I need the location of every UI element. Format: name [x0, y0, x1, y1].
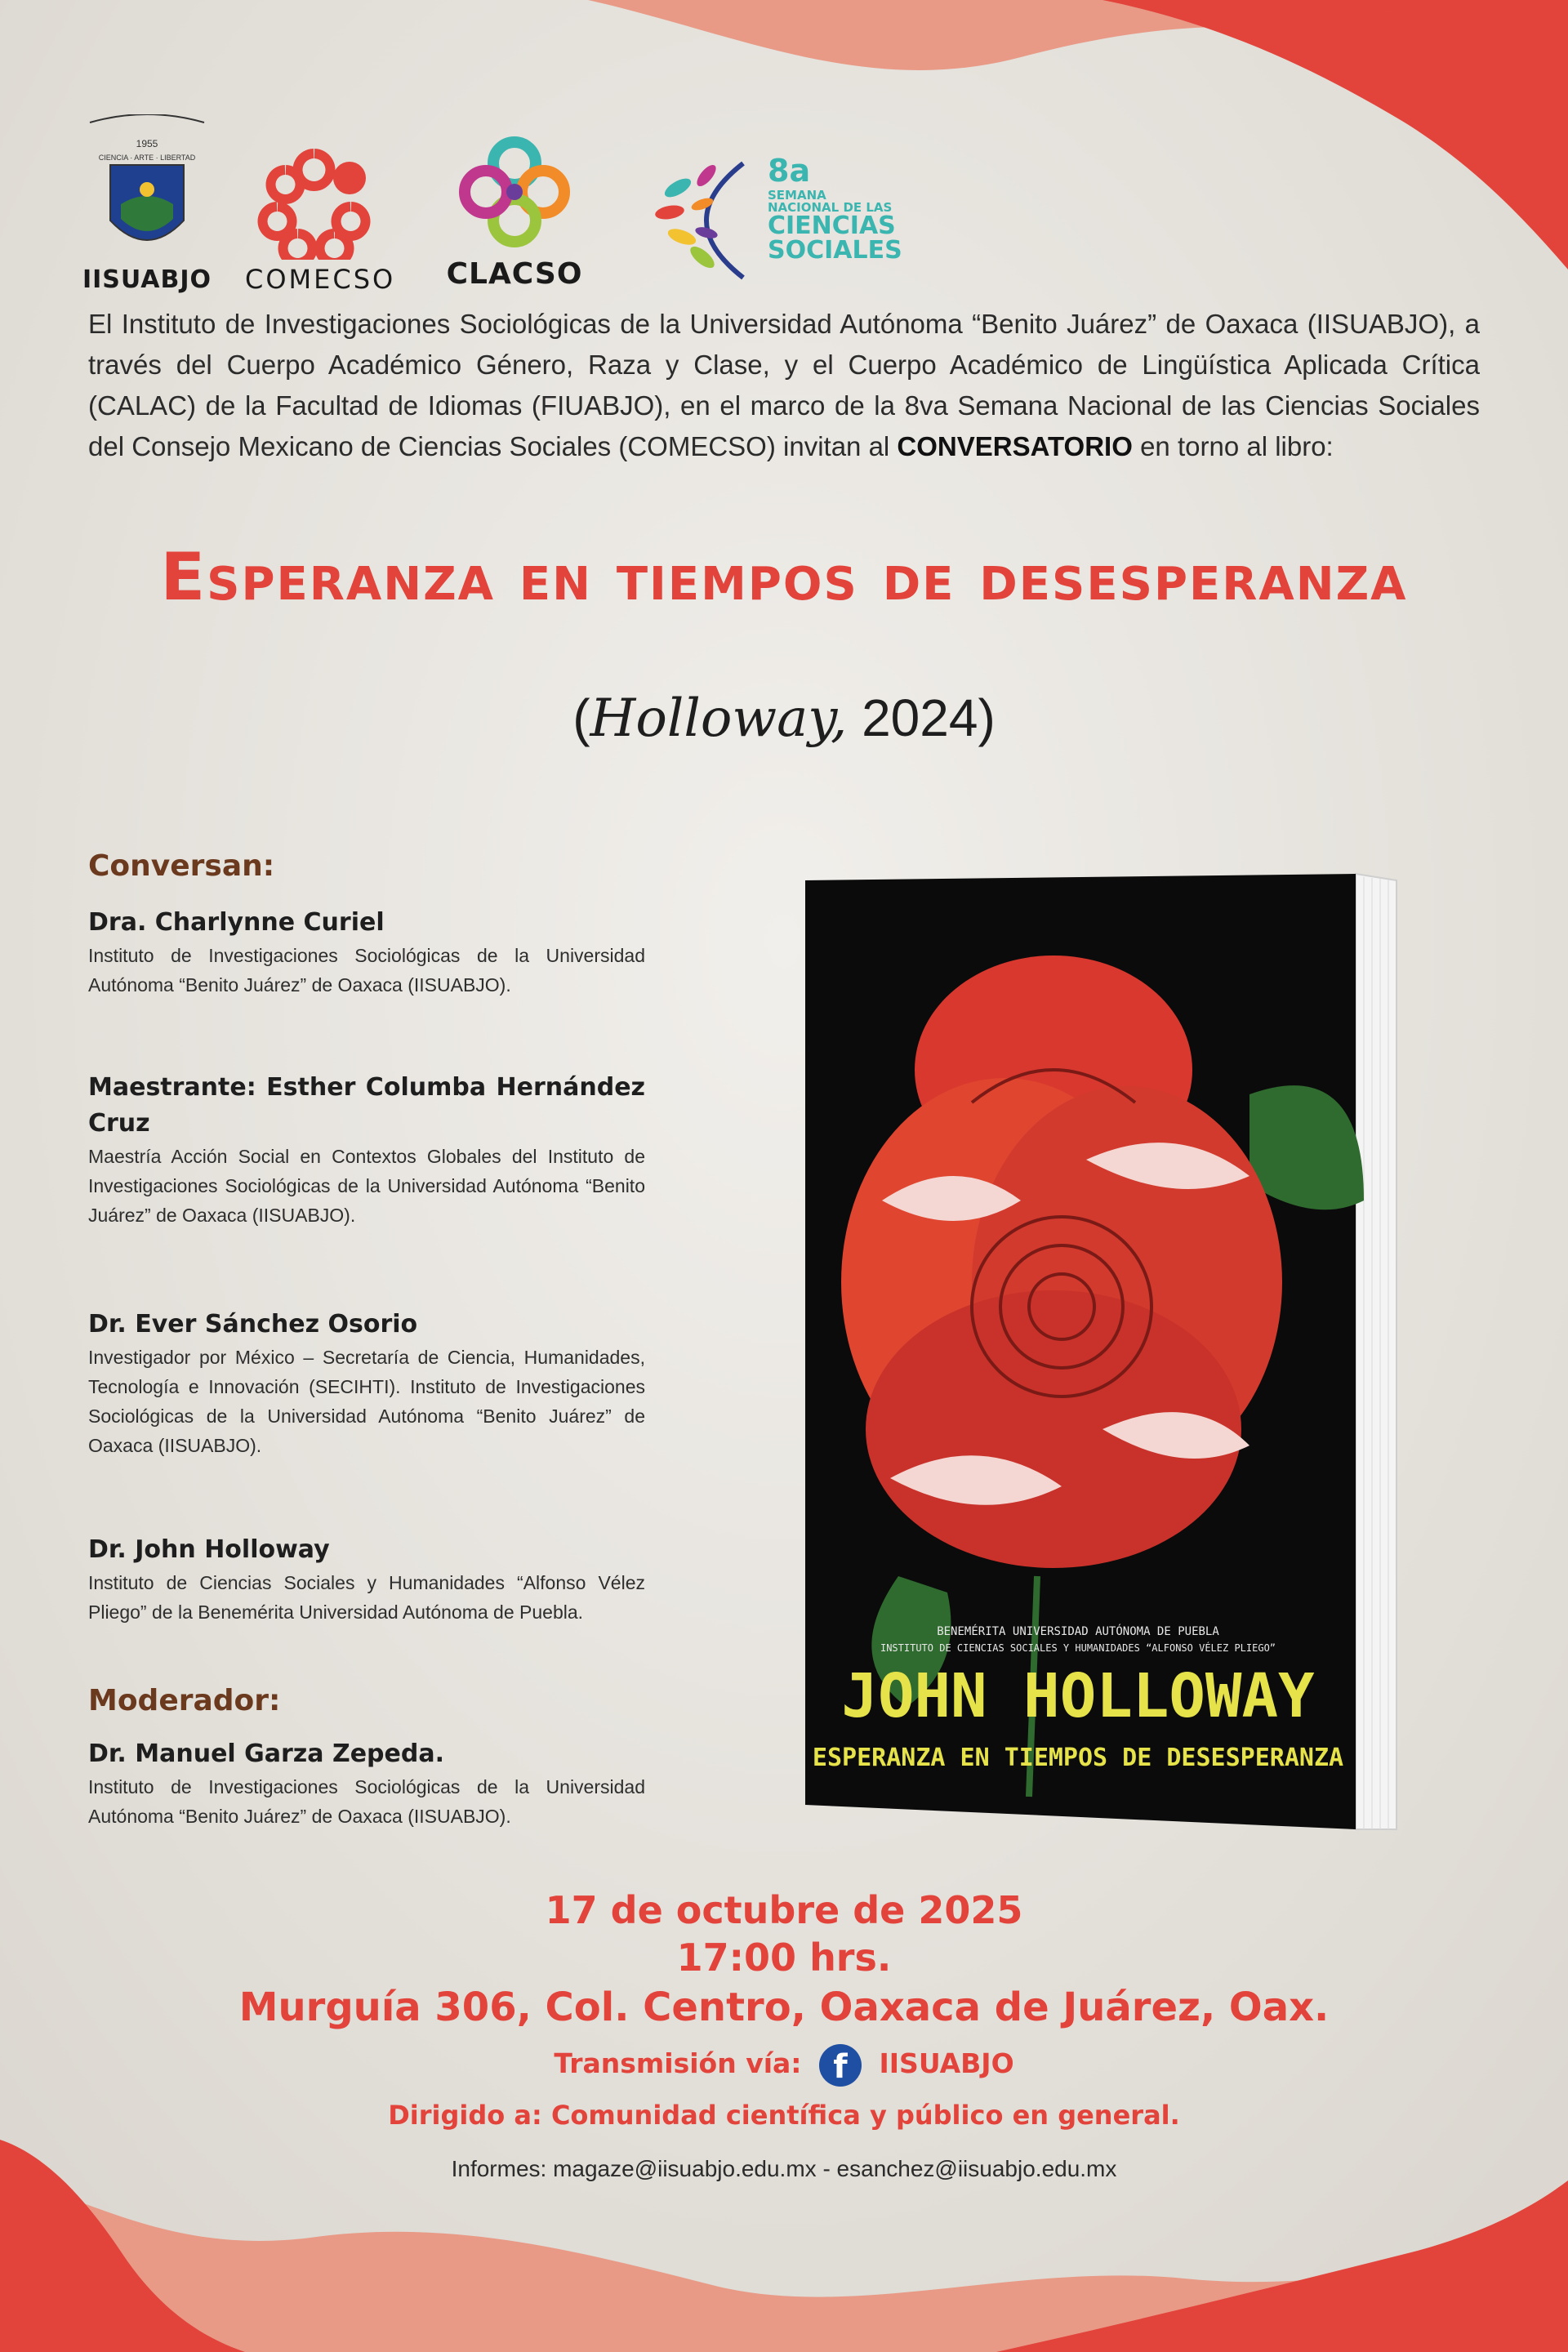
conversan-heading: Conversan: — [88, 849, 275, 883]
comecso-flower-icon — [253, 137, 376, 260]
semana-leaves-icon — [645, 155, 768, 286]
moderator-name: Dr. Manuel Garza Zepeda. — [88, 1740, 444, 1768]
clacso-label: CLACSO — [446, 257, 583, 291]
logo-comecso — [245, 137, 396, 301]
book-subtitle: (Holloway, 2024) — [572, 688, 996, 749]
svg-text:CIENCIA · ARTE · LIBERTAD: CIENCIA · ARTE · LIBERTAD — [98, 154, 196, 162]
book-author: Holloway, — [590, 688, 848, 749]
speaker-name: Maestrante: Esther Columba Hernández Cruz — [88, 1073, 645, 1138]
iisuabjo-label: IISUABJO — [82, 265, 212, 294]
speaker-4 — [88, 1532, 645, 1627]
event-time: 17:00 hrs. — [676, 1936, 892, 1980]
comecso-label: COMECSO — [245, 264, 396, 295]
book-cover-image — [792, 858, 1413, 1838]
speaker-name: Dr. Ever Sánchez Osorio — [88, 1310, 418, 1339]
speaker-desc: Maestría Acción Social en Contextos Globales del Instituto de Investigaciones Sociológicas de la Universidad Autónoma “Benito Juárez” de Oaxaca (IISUABJO). — [88, 1146, 645, 1226]
speaker-name: Dra. Charlynne Curiel — [88, 908, 385, 937]
facebook-icon[interactable]: f — [819, 2044, 862, 2087]
intro-paragraph — [88, 304, 1480, 467]
event-audience: Dirigido a: Comunidad científica y público en general. — [388, 2100, 1180, 2131]
speaker-desc: Investigador por México – Secretaría de Ciencia, Humanidades, Tecnología e Innovación (SECIHTI). Instituto de Investigaciones Sociológicas de la Universidad Autónoma “Benito Juárez” de Oaxaca (IISUABJO). — [88, 1347, 645, 1456]
event-contact: Informes: magaze@iisuabjo.edu.mx - esanchez@iisuabjo.edu.mx — [451, 2156, 1117, 2181]
speaker-2 — [88, 1070, 645, 1230]
moderator-desc: Instituto de Investigaciones Sociológicas de la Universidad Autónoma “Benito Juárez” de Oaxaca (IISUABJO). — [88, 1776, 645, 1827]
speaker-3 — [88, 1307, 645, 1460]
iisuabjo-seal-icon — [74, 114, 220, 261]
stream-label: Transmisión vía: — [554, 2047, 802, 2079]
svg-text:INSTITUTO DE CIENCIAS SOCIALES: INSTITUTO DE CIENCIAS SOCIALES Y HUMANIDADES “ALFONSO VÉLEZ PLIEGO” — [880, 1642, 1276, 1654]
event-date: 17 de octubre de 2025 — [545, 1888, 1023, 1932]
semana-line4: SOCIALES — [768, 236, 902, 265]
stream-account-link[interactable]: IISUABJO — [879, 2047, 1014, 2079]
logo-clacso — [433, 131, 596, 302]
moderator — [88, 1736, 645, 1831]
semana-line2: NACIONAL DE LAS — [768, 200, 893, 215]
svg-text:JOHN HOLLOWAY: JOHN HOLLOWAY — [841, 1661, 1315, 1731]
semana-line3: CIENCIAS — [768, 212, 896, 240]
intro-tail: en torno al libro: — [1132, 431, 1334, 461]
svg-text:BENEMÉRITA UNIVERSIDAD AUTÓNOM: BENEMÉRITA UNIVERSIDAD AUTÓNOMA DE PUEBLA — [937, 1625, 1219, 1638]
svg-text:ESPERANZA EN TIEMPOS DE DESESP: ESPERANZA EN TIEMPOS DE DESESPERANZA — [812, 1744, 1344, 1772]
speaker-name: Dr. John Holloway — [88, 1535, 330, 1564]
stream-line — [0, 2037, 1568, 2091]
speaker-desc: Instituto de Investigaciones Sociológicas de la Universidad Autónoma “Benito Juárez” de Oaxaca (IISUABJO). — [88, 945, 645, 996]
intro-text: El Instituto de Investigaciones Sociológicas de la Universidad Autónoma “Benito Juárez” de Oaxaca (IISUABJO), a través del Cuerpo Académico Género, Raza y Clase, y el Cuerpo Académico de Lingüística Aplicada Crítica (CALAC) de la Facultad de Idiomas (FIUABJO), en el marco de la 8va Semana Nacional de las Ciencias Sociales del Consejo Mexicano de Ciencias Sociales (COMECSO) invitan al — [88, 309, 1480, 461]
clacso-knot-icon — [453, 131, 576, 253]
book-year: 2024 — [862, 688, 978, 747]
moderador-heading: Moderador: — [88, 1684, 281, 1717]
speaker-desc: Instituto de Ciencias Sociales y Humanidades “Alfonso Vélez Pliego” de la Benemérita Universidad Autónoma de Puebla. — [88, 1572, 645, 1623]
svg-text:1955: 1955 — [136, 138, 158, 149]
logo-iisuabjo — [74, 114, 220, 294]
book-title: Esperanza en tiempos de desesperanza — [160, 539, 1408, 615]
semana-number: 8a — [768, 153, 811, 189]
event-place: Murguía 306, Col. Centro, Oaxaca de Juárez, Oax. — [238, 1984, 1330, 2030]
intro-bold: CONVERSATORIO — [897, 431, 1133, 461]
event-info — [0, 1886, 1568, 2194]
semana-line1: SEMANA — [768, 188, 826, 203]
speaker-1 — [88, 905, 645, 1000]
logo-semana-nacional — [645, 155, 939, 286]
